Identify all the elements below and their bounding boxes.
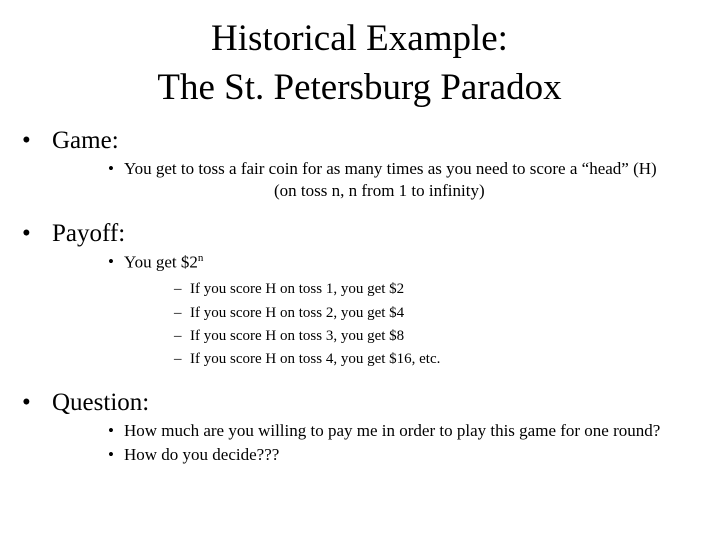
page-title	[0, 14, 719, 112]
title-line-1: Historical Example:	[211, 18, 508, 59]
spacer	[22, 202, 701, 211]
list-item	[108, 158, 701, 202]
list-item	[174, 278, 701, 301]
list-item	[108, 251, 701, 274]
bullet-icon: •	[22, 127, 31, 155]
game-description-part2: (on toss n, n from 1 to infinity)	[274, 181, 485, 200]
bullet-icon: •	[108, 251, 114, 271]
bullet-icon: •	[22, 389, 31, 417]
game-description-part1: You get to toss a fair coin for as many times as you need to score a “head” (H)	[124, 158, 657, 178]
list-item	[108, 444, 701, 466]
slide-body	[0, 126, 719, 466]
title-line-2: The St. Petersburg Paradox	[157, 67, 562, 109]
slide	[0, 14, 719, 553]
bullet-icon: •	[108, 420, 114, 440]
bullet-icon: •	[108, 444, 114, 464]
payoff-detail: If you score H on toss 2, you get $4	[190, 304, 405, 321]
list-item	[174, 348, 701, 371]
question-item: How much are you willing to pay me in order to play this game for one round?	[124, 420, 661, 440]
list-item	[108, 420, 701, 442]
list-item	[174, 302, 701, 325]
payoff-formula-exponent: n	[197, 251, 204, 264]
payoff-detail: If you score H on toss 4, you get $16, etc.	[190, 351, 441, 368]
section-heading-label: Game:	[52, 127, 119, 155]
dash-bullet-icon: –	[174, 327, 182, 344]
section-heading-label: Payoff:	[52, 220, 126, 248]
payoff-detail: If you score H on toss 3, you get $8	[190, 327, 405, 344]
dash-bullet-icon: –	[174, 351, 182, 368]
question-item: How do you decide???	[124, 444, 280, 464]
dash-bullet-icon: –	[174, 281, 182, 298]
section-heading-game	[22, 126, 701, 156]
spacer	[22, 371, 701, 380]
payoff-formula	[124, 251, 701, 274]
game-description	[124, 158, 701, 202]
section-heading-question	[22, 388, 701, 418]
section-heading-payoff	[22, 219, 701, 249]
bullet-icon: •	[108, 158, 114, 178]
list-item	[174, 325, 701, 348]
payoff-detail: If you score H on toss 1, you get $2	[190, 281, 405, 298]
bullet-icon: •	[22, 220, 31, 248]
payoff-formula-base: You get $2	[124, 252, 198, 272]
section-heading-label: Question:	[52, 389, 150, 417]
dash-bullet-icon: –	[174, 304, 182, 321]
